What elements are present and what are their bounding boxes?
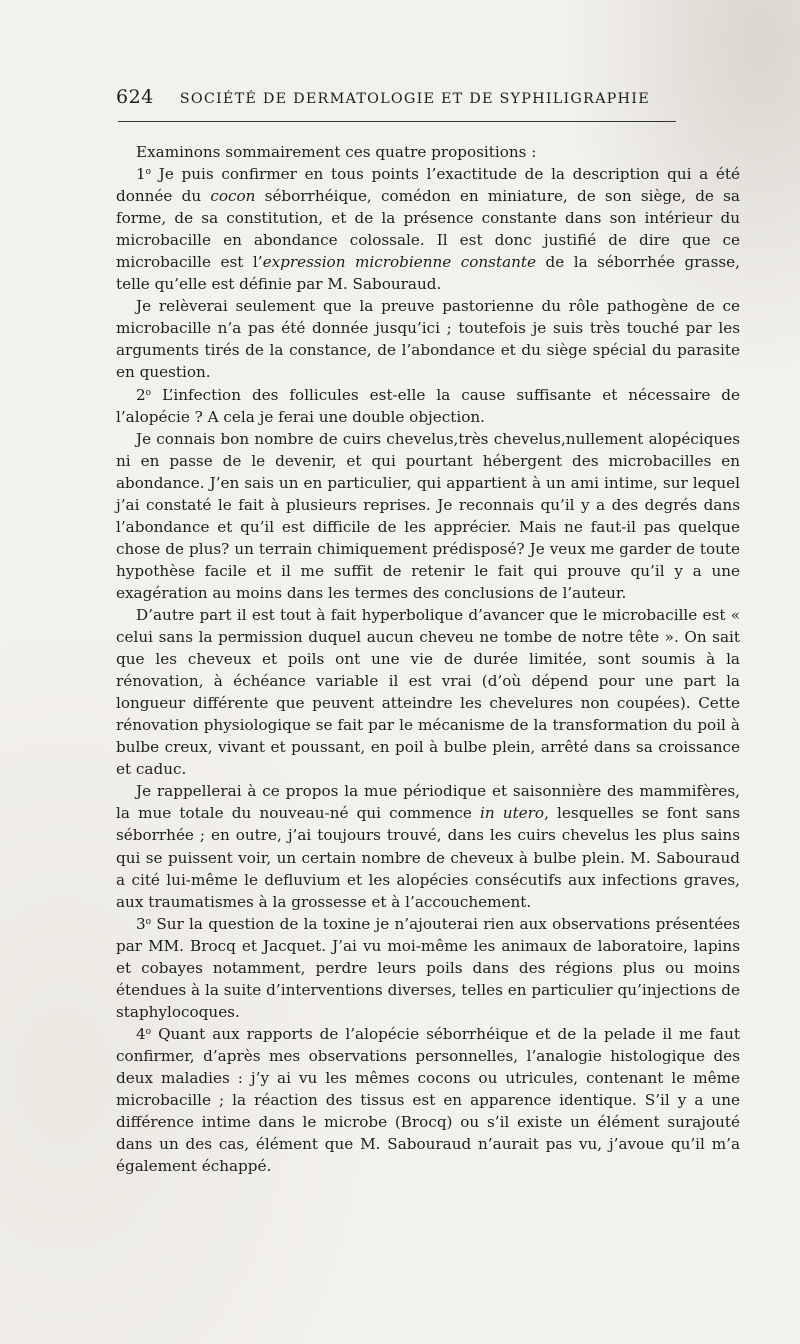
paragraph-proposition-1: 1$^o$ Je puis confirmer en tous points l’exactitude de la description qui a été donnée du cocon séborrhéique, comédon en miniature, de son siège, de sa forme, de sa constitution, et de la présence constante dans son intérieur du microbacille en abondance colossale. Il est donc justifié de dire que ce microbacille est l’expression microbienne constante de la séborrhée grasse, telle qu’elle est définie par M. Sabouraud. bbox=[116, 165, 740, 294]
page-header bbox=[116, 86, 676, 112]
paragraph-mue: Je rappellerai à ce propos la mue périodique et saisonnière des mammifères, la mue totale du nouveau-né qui commence in utero, lesquelles se font sans séborrhée ; en outre, j’ai toujours trouvé, dans les cuirs chevelus les plus sains qui se puissent voir, un certain nombre de cheveux à bulbe plein. M. Sabouraud a cité lui-même le defluvium et les alopécies consécutifs aux infections graves, aux traumatismes à la grossesse et à l’accouchement. bbox=[116, 782, 741, 911]
paragraph-objection-1: Je connais bon nombre de cuirs chevelus,très chevelus,nullement alopéciques ni en passe de le devenir, et qui pourtant hébergent des microbacilles en abondance. J’en sais un en particulier, qui appartient à un ami intime, sur lequel j’ai constaté le fait à plusieurs reprises. Je reconnais qu’il y a des degrés dans l’abondance et qu’il est difficile de les apprécier. Mais ne faut-il pas quelque chose de plus? un terrain chimiquement prédisposé? Je veux me garder de toute hypothèse facile et il me suffit de retenir le fait qui prouve qu’il y a une exagération au moins dans les termes des conclusions de l’auteur. bbox=[116, 429, 740, 602]
paragraph-proposition-3: 3$^o$ Sur la question de la toxine je n’ajouterai rien aux observations présentées par MM. Brocq et Jacquet. J’ai vu moi-même les animaux de laboratoire, lapins et cobayes notamment, perdre leurs poils dans des régions plus ou moins étendues à la suite d’interventions diverses, telles en particulier qu’injections de staphylocoques. bbox=[116, 914, 740, 1021]
body-text bbox=[116, 141, 740, 1177]
paragraph-intro: Examinons sommairement ces quatre propositions : bbox=[136, 143, 537, 161]
running-title: SOCIÉTÉ DE DERMATOLOGIE ET DE SYPHILIGRAPHIE bbox=[179, 91, 650, 107]
header-rule bbox=[118, 121, 676, 122]
paragraph-proposition-2: 2$^o$ L’infection des follicules est-elle la cause suffisante et nécessaire de l’alopécie ? A cela je ferai une double objection. bbox=[116, 385, 740, 426]
paragraph-remark: Je relèverai seulement que la preuve pastorienne du rôle pathogène de ce microbacille n’a pas été donnée jusqu’ici ; toutefois je suis très touché par les arguments tirés de la constance, de l’abondance et du siège spécial du parasite en question. bbox=[116, 297, 740, 382]
paragraph-objection-2: D’autre part il est tout à fait hyperbolique d’avancer que le microbacille est « celui sans la permission duquel aucun cheveu ne tombe de notre tête ». On sait que les cheveux et poils ont une vie de durée limitée, sont soumis à la rénovation, à échéance variable il est vrai (d’où dépend pour une part la longueur différente que peuvent atteindre les chevelures non coupées). Cette rénovation physiologique se fait par le mécanisme de la transformation du poil à bulbe creux, vivant et poussant, en poil à bulbe plein, arrêté dans sa croissance et caduc. bbox=[116, 605, 740, 779]
page-number: 624 bbox=[116, 86, 154, 108]
paragraph-proposition-4: 4$^o$ Quant aux rapports de l’alopécie séborrhéique et de la pelade il me faut confirmer, d’après mes observations personnelles, l’analogie histologique des deux maladies : j’y ai vu les mêmes cocons ou utricules, contenant le même microbacille ; la réaction des tissus est en apparence identique. S’il y a une différence intime dans le microbe (Brocq) ou s’il existe un élément surajouté dans un des cas, élément que M. Sabouraud n’aurait pas vu, j’avoue qu’il m’a également échappé. bbox=[116, 1024, 740, 1176]
